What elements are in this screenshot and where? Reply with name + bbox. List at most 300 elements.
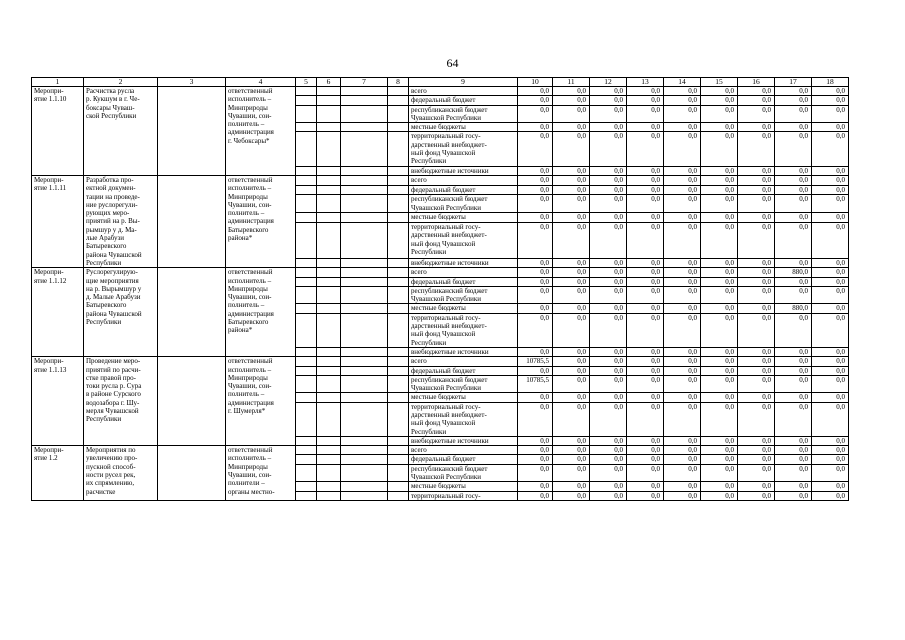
value-cell: 0,0	[664, 258, 701, 268]
funding-source-cell	[409, 185, 518, 195]
value-cell: 0,0	[518, 436, 553, 445]
empty-cell	[317, 286, 341, 304]
empty-cell	[317, 195, 341, 213]
empty-cell	[388, 185, 409, 195]
value-cell: 0,0	[812, 347, 849, 356]
empty-cell	[296, 375, 317, 393]
event-line: ятие 1.1.13	[34, 365, 67, 374]
executor-cell	[226, 268, 296, 357]
executor-line: ответственный	[228, 87, 273, 95]
value-cell: 0,0	[518, 87, 553, 96]
name-line: щие мероприятия	[86, 276, 139, 285]
value-cell: 0,0	[812, 482, 849, 491]
value-cell: 0,0	[775, 223, 812, 258]
value-cell: 0,0	[553, 402, 590, 436]
executor-line: ответственный	[228, 175, 273, 184]
value-cell: 880,0	[775, 268, 812, 277]
funding-source-line: территориальный госу-	[411, 223, 481, 232]
value-cell: 0,0	[738, 123, 775, 132]
table-row	[32, 357, 849, 366]
executor-line: г. Чебоксары*	[228, 136, 270, 145]
funding-source-line: федеральный бюджет	[411, 96, 476, 105]
funding-source-cell	[409, 304, 518, 313]
empty-cell	[296, 132, 317, 166]
value-cell: 0,0	[775, 258, 812, 268]
name-line: приятий на р. Вы-	[86, 217, 140, 226]
name-line: мерля Чувашской	[86, 406, 139, 415]
value-cell: 0,0	[701, 436, 738, 445]
value-cell: 0,0	[664, 464, 701, 482]
name-line: токи русла р. Сура	[86, 382, 142, 391]
empty-cell	[341, 223, 388, 258]
empty-cell	[317, 402, 341, 436]
value-cell: 0,0	[812, 105, 849, 123]
value-cell: 0,0	[775, 464, 812, 482]
empty-cell	[341, 446, 388, 455]
value-cell: 0,0	[590, 304, 627, 313]
value-cell: 0,0	[664, 123, 701, 132]
empty-cell	[388, 357, 409, 366]
funding-source-cell	[409, 268, 518, 277]
value-cell: 0,0	[590, 105, 627, 123]
funding-source-line: внебюджетные источники	[411, 347, 489, 356]
value-cell: 0,0	[812, 258, 849, 268]
funding-source-line: всего	[411, 175, 427, 184]
empty-cell	[317, 304, 341, 313]
empty-cell	[341, 258, 388, 268]
empty-cell	[317, 375, 341, 393]
empty-cell	[317, 96, 341, 105]
funding-source-cell	[409, 464, 518, 482]
value-cell: 0,0	[775, 347, 812, 356]
name-line: Республики	[86, 415, 122, 424]
empty-cell	[388, 96, 409, 105]
executor-line: Чувашии, сои-	[228, 200, 272, 209]
empty-cell	[296, 87, 317, 96]
empty-cell	[296, 482, 317, 491]
value-cell: 0,0	[701, 175, 738, 185]
value-cell: 0,0	[590, 393, 627, 402]
empty-cell	[158, 446, 226, 501]
name-line: их спрямлению,	[86, 479, 135, 488]
executor-line: исполнитель –	[228, 95, 272, 104]
event-line: ятие 1.1.11	[34, 184, 67, 193]
value-cell: 0,0	[701, 446, 738, 455]
value-cell: 0,0	[701, 313, 738, 347]
value-cell: 0,0	[590, 402, 627, 436]
empty-cell	[341, 213, 388, 223]
empty-cell	[296, 166, 317, 175]
event-line: Меропри-	[34, 357, 64, 366]
value-cell: 0,0	[812, 304, 849, 313]
value-cell: 0,0	[738, 166, 775, 175]
event-cell	[32, 87, 84, 176]
value-cell: 0,0	[590, 195, 627, 213]
value-cell: 0,0	[738, 393, 775, 402]
empty-cell	[317, 357, 341, 366]
executor-line: администрация	[228, 217, 274, 226]
value-cell: 0,0	[553, 123, 590, 132]
value-cell: 0,0	[701, 347, 738, 356]
value-cell: 0,0	[775, 105, 812, 123]
executor-line: Минприроды	[228, 284, 268, 293]
value-cell: 0,0	[664, 105, 701, 123]
value-cell: 0,0	[518, 132, 553, 166]
empty-cell	[317, 105, 341, 123]
value-cell: 0,0	[738, 96, 775, 105]
column-number: 7	[341, 78, 388, 87]
value-cell: 0,0	[627, 175, 664, 185]
value-cell: 0,0	[812, 268, 849, 277]
value-cell: 0,0	[518, 286, 553, 304]
funding-source-cell	[409, 393, 518, 402]
empty-cell	[296, 175, 317, 185]
value-cell: 0,0	[553, 455, 590, 464]
column-number: 13	[627, 78, 664, 87]
value-cell: 0,0	[627, 185, 664, 195]
name-line: Республики	[86, 258, 122, 267]
funding-source-line: Чувашской Республики	[411, 384, 482, 393]
funding-source-line: дарственный внебюджет-	[411, 231, 487, 240]
value-cell: 0,0	[738, 464, 775, 482]
empty-cell	[341, 96, 388, 105]
value-cell: 0,0	[627, 366, 664, 375]
name-cell	[84, 175, 158, 267]
empty-cell	[341, 132, 388, 166]
funding-source-cell	[409, 286, 518, 304]
funding-source-line: Республики	[411, 248, 447, 257]
value-cell: 0,0	[627, 446, 664, 455]
value-cell: 0,0	[775, 286, 812, 304]
name-line: ности русел рек,	[86, 471, 136, 480]
name-line: стке правой про-	[86, 373, 136, 382]
value-cell: 0,0	[812, 357, 849, 366]
value-cell: 0,0	[518, 185, 553, 195]
value-cell: 0,0	[775, 213, 812, 223]
value-cell: 0,0	[553, 195, 590, 213]
name-line: Расчистка русла	[86, 87, 135, 95]
name-cell	[84, 446, 158, 501]
empty-cell	[317, 464, 341, 482]
value-cell: 0,0	[738, 436, 775, 445]
value-cell: 0,0	[553, 347, 590, 356]
event-line: ятие 1.2	[34, 454, 58, 463]
value-cell: 0,0	[664, 313, 701, 347]
value-cell: 0,0	[664, 393, 701, 402]
value-cell: 0,0	[553, 313, 590, 347]
value-cell: 0,0	[518, 277, 553, 286]
value-cell: 0,0	[701, 393, 738, 402]
value-cell: 0,0	[664, 436, 701, 445]
empty-cell	[341, 185, 388, 195]
column-number: 15	[701, 78, 738, 87]
empty-cell	[388, 132, 409, 166]
value-cell: 0,0	[553, 286, 590, 304]
value-cell: 0,0	[812, 464, 849, 482]
empty-cell	[388, 223, 409, 258]
column-number: 1	[32, 78, 84, 87]
value-cell: 880,0	[775, 304, 812, 313]
name-line: пускной способ-	[86, 462, 136, 471]
value-cell: 0,0	[738, 258, 775, 268]
value-cell: 0,0	[590, 366, 627, 375]
name-line: Проведение меро-	[86, 357, 141, 366]
event-cell	[32, 175, 84, 267]
value-cell: 0,0	[553, 213, 590, 223]
empty-cell	[341, 436, 388, 445]
value-cell: 0,0	[664, 366, 701, 375]
executor-line: Минприроды	[228, 103, 268, 112]
empty-cell	[296, 347, 317, 356]
value-cell: 0,0	[590, 185, 627, 195]
name-line: рымшур у д. Ма-	[86, 225, 137, 234]
value-cell: 0,0	[664, 185, 701, 195]
value-cell: 0,0	[590, 436, 627, 445]
value-cell: 0,0	[553, 357, 590, 366]
value-cell: 0,0	[738, 185, 775, 195]
empty-cell	[388, 166, 409, 175]
empty-cell	[341, 491, 388, 500]
empty-cell	[296, 491, 317, 500]
funding-source-cell	[409, 491, 518, 500]
name-line: увеличению про-	[86, 454, 138, 463]
value-cell: 0,0	[775, 166, 812, 175]
event-line: Меропри-	[34, 87, 64, 95]
value-cell: 0,0	[738, 132, 775, 166]
value-cell: 0,0	[738, 366, 775, 375]
executor-line: исполнитель –	[228, 454, 272, 463]
value-cell: 0,0	[664, 455, 701, 464]
value-cell: 0,0	[518, 166, 553, 175]
value-cell: 0,0	[518, 105, 553, 123]
funding-source-cell	[409, 375, 518, 393]
event-line: ятие 1.1.10	[34, 95, 67, 104]
table-body	[32, 87, 849, 501]
funding-source-cell	[409, 105, 518, 123]
value-cell: 0,0	[701, 286, 738, 304]
value-cell: 0,0	[590, 87, 627, 96]
empty-cell	[388, 313, 409, 347]
funding-source-cell	[409, 132, 518, 166]
empty-cell	[341, 464, 388, 482]
funding-source-line: местные бюджеты	[411, 213, 466, 222]
name-line: района Чувашской	[86, 250, 142, 259]
value-cell: 0,0	[627, 87, 664, 96]
executor-line: исполнитель –	[228, 276, 272, 285]
funding-source-line: дарственный внебюджет-	[411, 410, 487, 419]
value-cell: 0,0	[812, 313, 849, 347]
name-line: в районе Сурского	[86, 390, 141, 399]
value-cell: 0,0	[738, 105, 775, 123]
executor-line: Минприроды	[228, 192, 268, 201]
value-cell: 0,0	[553, 491, 590, 500]
empty-cell	[388, 175, 409, 185]
executor-line: администрация	[228, 309, 274, 318]
funding-source-line: республиканский бюджет	[411, 105, 488, 114]
empty-cell	[296, 105, 317, 123]
empty-cell	[388, 393, 409, 402]
value-cell: 0,0	[701, 123, 738, 132]
empty-cell	[317, 455, 341, 464]
value-cell: 0,0	[553, 375, 590, 393]
funding-source-line: дарственный внебюджет-	[411, 322, 487, 331]
value-cell: 0,0	[590, 175, 627, 185]
empty-cell	[296, 258, 317, 268]
value-cell: 0,0	[664, 223, 701, 258]
empty-cell	[388, 268, 409, 277]
empty-cell	[341, 393, 388, 402]
value-cell: 0,0	[775, 366, 812, 375]
value-cell: 0,0	[590, 313, 627, 347]
value-cell: 0,0	[627, 268, 664, 277]
empty-cell	[388, 446, 409, 455]
value-cell: 0,0	[627, 213, 664, 223]
funding-source-cell	[409, 347, 518, 356]
value-cell: 0,0	[738, 286, 775, 304]
value-cell: 0,0	[775, 313, 812, 347]
value-cell: 0,0	[738, 87, 775, 96]
value-cell: 0,0	[738, 491, 775, 500]
empty-cell	[296, 304, 317, 313]
value-cell: 0,0	[664, 213, 701, 223]
executor-line: Чувашии, сои-	[228, 382, 272, 391]
empty-cell	[296, 357, 317, 366]
event-cell	[32, 446, 84, 501]
table-row	[32, 175, 849, 185]
value-cell: 0,0	[775, 132, 812, 166]
funding-source-cell	[409, 87, 518, 96]
name-line: Разработка про-	[86, 175, 134, 184]
event-line: Меропри-	[34, 175, 64, 184]
empty-cell	[317, 123, 341, 132]
table-row	[32, 268, 849, 277]
value-cell: 0,0	[590, 482, 627, 491]
value-cell: 0,0	[701, 258, 738, 268]
name-line: на р. Вырымшур у	[86, 284, 142, 293]
value-cell: 0,0	[664, 166, 701, 175]
name-line: Батыревского	[86, 301, 127, 310]
column-number: 2	[84, 78, 158, 87]
value-cell: 0,0	[812, 402, 849, 436]
value-cell: 0,0	[738, 304, 775, 313]
funding-source-line: Чувашской Республики	[411, 473, 482, 482]
value-cell: 0,0	[627, 96, 664, 105]
funding-source-line: всего	[411, 446, 427, 455]
empty-cell	[388, 213, 409, 223]
value-cell: 0,0	[518, 347, 553, 356]
empty-cell	[341, 175, 388, 185]
column-number: 17	[775, 78, 812, 87]
value-cell: 0,0	[701, 357, 738, 366]
empty-cell	[341, 304, 388, 313]
name-line: д. Малые Арабузи	[86, 293, 141, 302]
empty-cell	[341, 87, 388, 96]
funding-source-line: местные бюджеты	[411, 123, 466, 132]
value-cell: 0,0	[812, 185, 849, 195]
funding-source-cell	[409, 357, 518, 366]
empty-cell	[317, 347, 341, 356]
executor-line: Минприроды	[228, 373, 268, 382]
value-cell: 0,0	[701, 105, 738, 123]
value-cell: 0,0	[775, 491, 812, 500]
executor-line: полнители –	[228, 479, 265, 488]
empty-cell	[388, 277, 409, 286]
empty-cell	[317, 446, 341, 455]
value-cell: 0,0	[627, 464, 664, 482]
value-cell: 0,0	[627, 195, 664, 213]
value-cell: 0,0	[590, 491, 627, 500]
empty-cell	[341, 286, 388, 304]
funding-source-line: всего	[411, 268, 427, 277]
value-cell: 0,0	[553, 105, 590, 123]
funding-source-cell	[409, 213, 518, 223]
value-cell: 0,0	[627, 258, 664, 268]
value-cell: 10785,5	[518, 357, 553, 366]
budget-table	[31, 77, 849, 501]
funding-source-line: всего	[411, 87, 427, 95]
funding-source-line: территориальный госу-	[411, 402, 481, 411]
value-cell: 0,0	[627, 313, 664, 347]
funding-source-line: ный фонд Чувашской	[411, 149, 476, 158]
empty-cell	[341, 357, 388, 366]
value-cell: 0,0	[775, 402, 812, 436]
value-cell: 0,0	[664, 482, 701, 491]
value-cell: 0,0	[590, 286, 627, 304]
executor-line: района*	[228, 326, 253, 335]
empty-cell	[158, 175, 226, 267]
value-cell: 0,0	[738, 347, 775, 356]
empty-cell	[317, 185, 341, 195]
value-cell: 0,0	[812, 366, 849, 375]
value-cell: 0,0	[627, 304, 664, 313]
value-cell: 0,0	[775, 87, 812, 96]
value-cell: 0,0	[518, 482, 553, 491]
event-cell	[32, 357, 84, 446]
funding-source-line: местные бюджеты	[411, 482, 466, 491]
value-cell: 0,0	[738, 195, 775, 213]
value-cell: 0,0	[627, 436, 664, 445]
funding-source-cell	[409, 455, 518, 464]
value-cell: 0,0	[701, 223, 738, 258]
value-cell: 0,0	[701, 491, 738, 500]
page-number: 64	[446, 56, 459, 70]
empty-cell	[296, 286, 317, 304]
value-cell: 0,0	[590, 375, 627, 393]
name-line: водозабора г. Шу-	[86, 398, 140, 407]
value-cell: 0,0	[812, 223, 849, 258]
value-cell: 0,0	[775, 357, 812, 366]
value-cell: 0,0	[664, 195, 701, 213]
executor-cell	[226, 175, 296, 267]
funding-source-cell	[409, 446, 518, 455]
name-line: рующих меро-	[86, 209, 130, 218]
empty-cell	[317, 223, 341, 258]
funding-source-cell	[409, 436, 518, 445]
empty-cell	[341, 402, 388, 436]
value-cell: 0,0	[701, 375, 738, 393]
funding-source-line: республиканский бюджет	[411, 375, 488, 384]
empty-cell	[388, 402, 409, 436]
value-cell: 0,0	[627, 482, 664, 491]
value-cell: 0,0	[553, 185, 590, 195]
name-line: ектной докумен-	[86, 184, 136, 193]
value-cell: 0,0	[553, 268, 590, 277]
funding-source-line: внебюджетные источники	[411, 436, 489, 445]
empty-cell	[317, 132, 341, 166]
funding-source-cell	[409, 402, 518, 436]
empty-cell	[317, 268, 341, 277]
value-cell: 0,0	[518, 96, 553, 105]
